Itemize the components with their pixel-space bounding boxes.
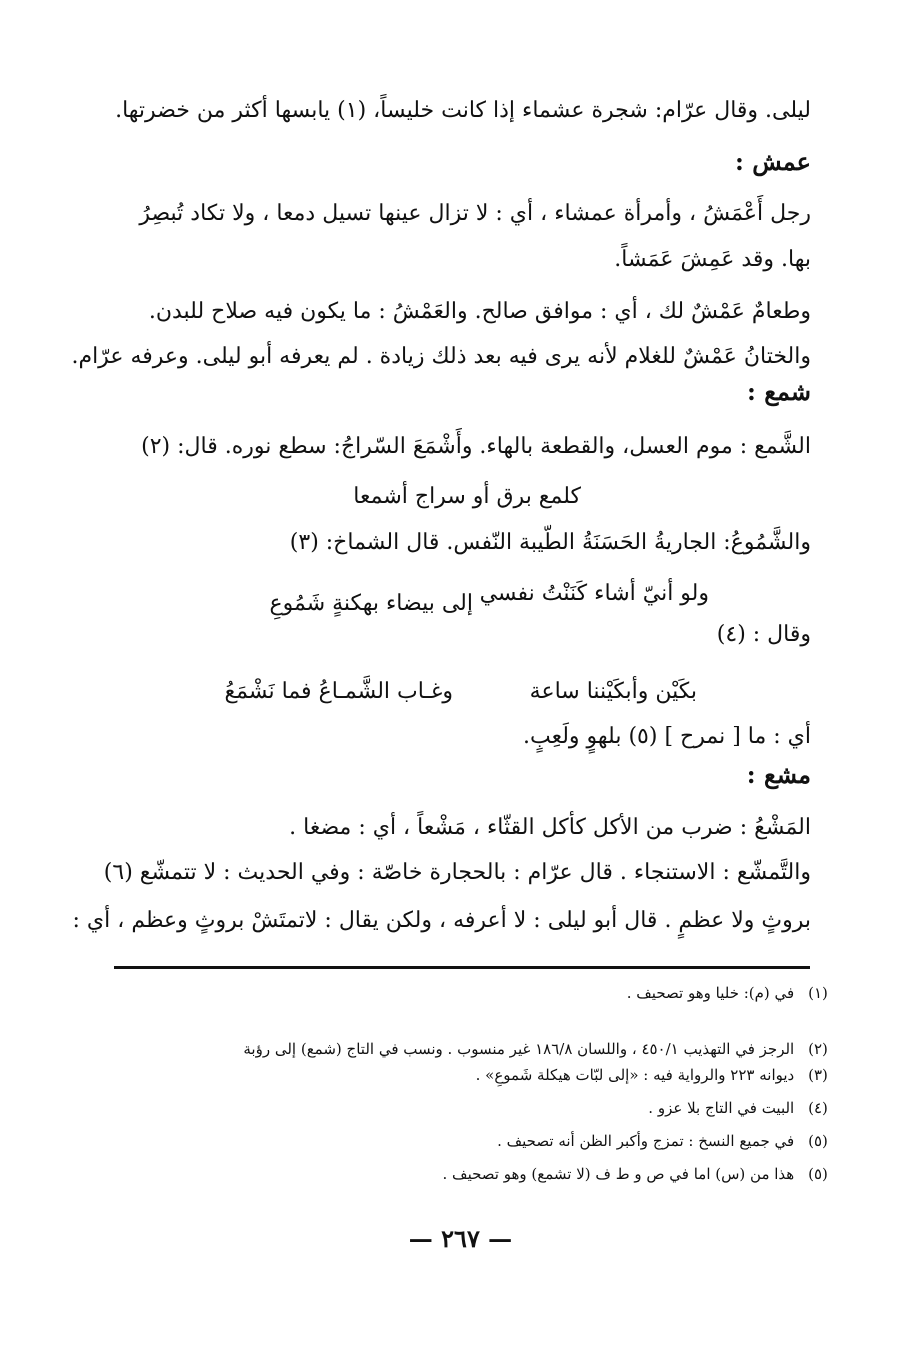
footnote-number: (٣): [808, 1066, 828, 1084]
body-line-12: بروثٍ ولا عظمٍ . قال أبو ليلى : لا أعرفه ، ولكن يقال : لاتمتَشْ بروثٍ وعظم ، أي :: [72, 908, 811, 933]
body-line-7: والشَّمُوعُ: الجاريةُ الحَسَنَةُ الطّيبة النّفس. قال الشماخ: (٣): [289, 530, 811, 555]
body-line-3: بها. وقد عَمِشَ عَمَشاً.: [614, 247, 811, 272]
body-line-5: والختانُ عَمْشٌ للغلام لأنه يرى فيه بعد ذلك زيادة . لم يعرفه أبو ليلى. وعرفه عرّام.: [71, 344, 811, 369]
footnote-text: هذا من (س) اما في ص و ط ف (لا تشمع) وهو تصحيف .: [442, 1165, 795, 1183]
footnote-text: الرجز في التهذيب ٤٥٠/١ ، واللسان ١٨٦/٨ غير منسوب . ونسب في التاج (شمع) إلى رؤبة: [243, 1040, 795, 1058]
footnote-1: [627, 982, 837, 1004]
body-line-2: رجل أَعْمَشُ ، وأمرأة عمشاء ، أي : لا تزال عينها تسيل دمعا ، ولا تكاد تُبصِرُ: [139, 201, 811, 226]
heading-sham: شمع :: [747, 377, 811, 406]
page-number: — ٢٦٧ —: [408, 1224, 513, 1253]
verse-3-second-hemistich: وغـاب الشَّمـاعُ فما نَشْمَعُ: [224, 679, 453, 704]
body-line-1: ليلى. وقال عرّام: شجرة عشماء إذا كانت خليساً، (١) يابسها أكثر من خضرتها.: [115, 98, 811, 123]
body-line-11: والتَّمشّع : الاستنجاء . قال عرّام : بالحجارة خاصّة : وفي الحديث : لا تتمشّع (٦): [103, 860, 811, 885]
footnote-4: [648, 1097, 837, 1119]
footnote-text: البيت في التاج بلا عزو .: [648, 1099, 795, 1117]
body-line-6: الشَّمع : موم العسل، والقطعة بالهاء. وأَشْمَعَ السّراجُ: سطع نوره. قال: (٢): [141, 434, 811, 459]
footnote-5: [497, 1130, 837, 1152]
verse-2-second-hemistich: إلى بيضاء بهكنةٍ شَمُوعِ: [269, 591, 473, 616]
body-line-10: المَشْعُ : ضرب من الأكل كأكل القثّاء ، مَشْعاً ، أي : مضغا .: [289, 815, 811, 840]
footnote-3: [476, 1064, 837, 1086]
footnote-number: (١): [808, 984, 828, 1002]
body-line-4: وطعامٌ عَمْشٌ لك ، أي : موافق صالح. والعَمْشُ : ما يكون فيه صلاح للبدن.: [148, 299, 811, 324]
verse-1: كلمع برق أو سراج أشمعا: [353, 484, 581, 509]
body-line-8: وقال : (٤): [716, 622, 811, 647]
footnote-number: (٤): [808, 1099, 828, 1117]
footnote-divider: [114, 966, 810, 969]
verse-2-first-hemistich: ولو أنيّ أشاء كَنَنْتُ نفسي: [479, 581, 709, 606]
footnote-text: في جميع النسخ : تمزج وأكبر الظن أنه تصحيف .: [497, 1132, 795, 1150]
verse-3-first-hemistich: بكَيْن وأبكَيْننا ساعة: [529, 679, 697, 704]
footnote-text: في (م): خليا وهو تصحيف .: [626, 984, 795, 1002]
body-line-9: أي : ما [ نمرح ] (٥) بلهوٍ ولَعِبٍ.: [523, 724, 811, 749]
footnote-2: [243, 1038, 837, 1060]
footnote-6: [443, 1163, 838, 1185]
heading-amash: عمش :: [734, 147, 811, 176]
footnote-number: (٥): [808, 1132, 828, 1150]
footnote-number: (٥): [808, 1165, 828, 1183]
footnote-text: ديوانه ٢٢٣ والرواية فيه : «إلى لبّات هيكلة شَموعِ» .: [475, 1066, 795, 1084]
heading-masha: مشع :: [746, 760, 811, 789]
footnote-number: (٢): [808, 1040, 828, 1058]
